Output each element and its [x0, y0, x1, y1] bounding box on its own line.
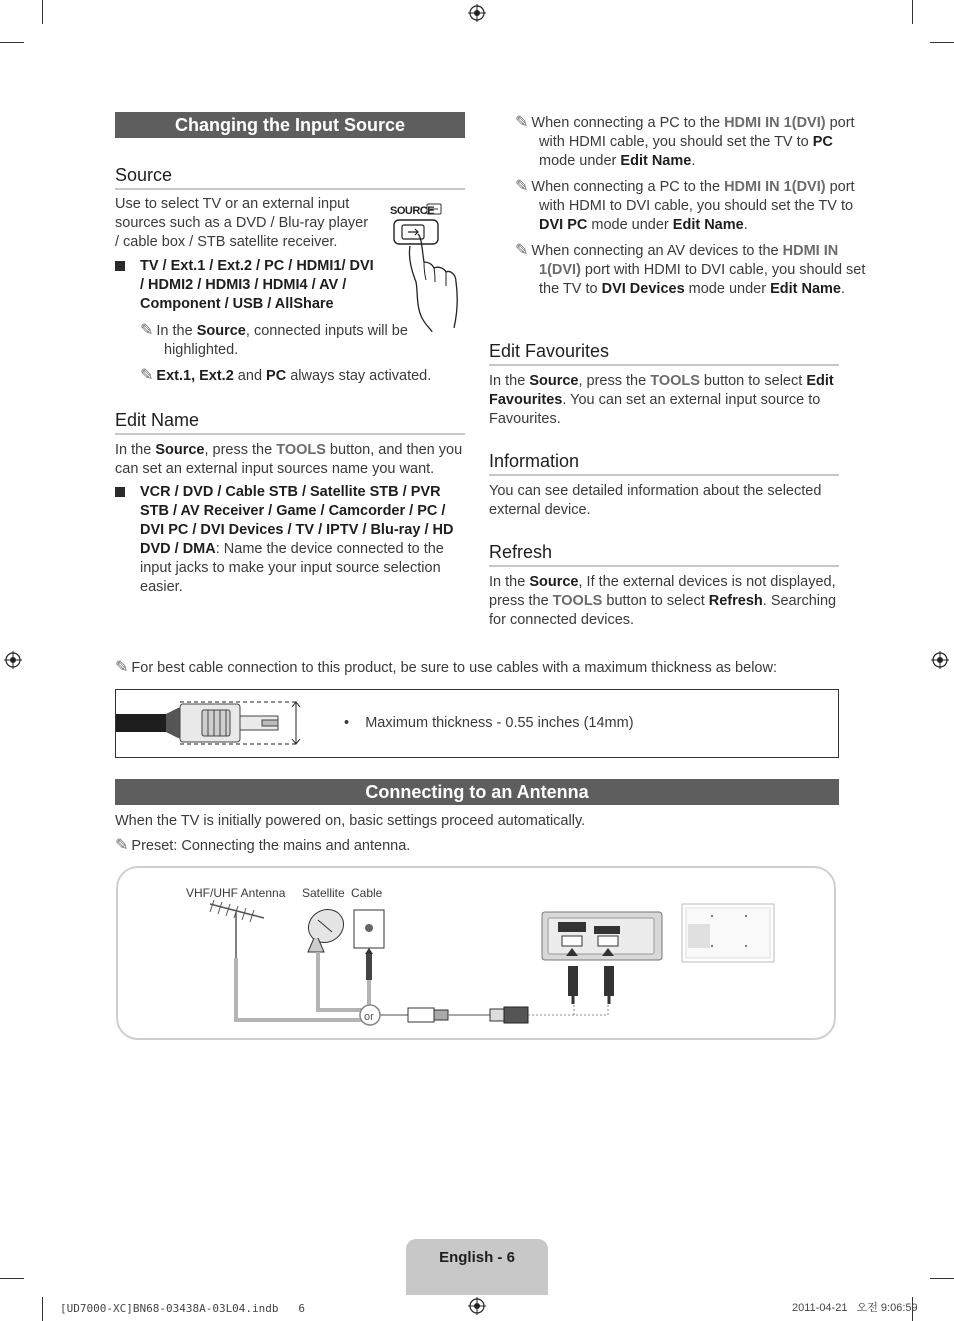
note-always-active: ✎ Ext.1, Ext.2 and PC always stay activated.: [140, 367, 432, 384]
page-number: English - 6: [439, 1249, 515, 1266]
section-title-input-source: Changing the Input Source: [115, 112, 465, 138]
cable-thickness-note: ✎ For best cable connection to this product, be sure to use cables with a maximum thickness as below:: [115, 659, 777, 676]
antenna-diagram: [116, 866, 836, 1040]
source-button-hand-icon: [388, 198, 466, 332]
note-hdmi-dvi-pc: ✎ When connecting a PC to the HDMI IN 1(DVI) port with HDMI to DVI cable, you should set the TV to DVI PC mode under Edit Name.: [515, 178, 855, 233]
antenna-intro: When the TV is initially powered on, basic settings proceed automatically.: [115, 813, 586, 829]
note-highlighted: ✎ In the Source, connected inputs will be highlighted.: [140, 322, 408, 358]
note-hdmi-dvi-av: ✎ When connecting an AV devices to the HDMI IN 1(DVI) port with HDMI to DVI cable, you should set the TV to DVI Devices mode under Edit Name.: [515, 242, 866, 297]
cable-wall-outlet-icon: [354, 910, 384, 980]
label-satellite: Satellite: [302, 886, 345, 900]
note-pencil-icon: ✎: [115, 837, 129, 854]
page-number-tab: [406, 1239, 548, 1295]
crop-mark: [0, 42, 24, 43]
crop-mark: [0, 1278, 24, 1279]
remote-source-illustration: [388, 198, 466, 332]
section-title-antenna: Connecting to an Antenna: [115, 779, 839, 805]
crop-mark: [912, 0, 913, 24]
crop-mark: [42, 1297, 43, 1321]
heading-edit-favourites: Edit Favourites: [489, 340, 839, 366]
tv-outline-icon: [682, 904, 774, 962]
bullet-square: [115, 261, 125, 271]
label-or: or: [364, 1011, 374, 1023]
thickness-bullet: • Maximum thickness - 0.55 inches (14mm): [344, 715, 634, 731]
crop-mark: [930, 1278, 954, 1279]
vhf-uhf-antenna-icon: [210, 900, 264, 958]
registration-mark-icon: [468, 1297, 486, 1315]
antenna-connection-diagram: [118, 868, 834, 1038]
bullet-square: [115, 487, 125, 497]
note-pencil-icon: ✎: [515, 242, 529, 259]
note-pencil-icon: ✎: [515, 178, 529, 195]
footer-timestamp: 2011-04-21 오전 9:06:59: [792, 1302, 918, 1314]
edit-name-intro: In the Source, press the TOOLS button, and then you can set an external input sources name you want.: [115, 442, 463, 477]
source-input-list: TV / Ext.1 / Ext.2 / PC / HDMI1/ DVI / HDMI2 / HDMI3 / HDMI4 / AV / Component / USB / AllShare: [140, 258, 374, 312]
registration-mark-icon: [931, 651, 949, 669]
edit-favourites-text: In the Source, press the TOOLS button to select Edit Favourites. You can set an external input source to Favourites.: [489, 373, 834, 427]
label-cable: Cable: [351, 886, 383, 900]
edit-name-device-list: VCR / DVD / Cable STB / Satellite STB / PVR STB / AV Receiver / Game / Camcorder / PC / DVI PC / DVI Devices / TV / IPTV / Blu-ray / HD DVD / DMA: Name the device connected to the input jacks to make your input source selection easier.: [140, 484, 454, 595]
heading-information: Information: [489, 450, 839, 476]
tv-back-panel-icon: [542, 912, 662, 1004]
cable-thickness-box: [115, 689, 839, 758]
note-pencil-icon: ✎: [115, 659, 129, 676]
note-pencil-icon: ✎: [515, 114, 529, 131]
heading-source: Source: [115, 164, 465, 190]
source-intro: Use to select TV or an external input sources such as a DVD / Blu-ray player / cable box / STB satellite receiver.: [115, 196, 369, 250]
heading-refresh: Refresh: [489, 541, 839, 567]
remote-source-label: SOURCE: [390, 205, 435, 217]
antenna-preset-note: ✎ Preset: Connecting the mains and antenna.: [115, 837, 411, 854]
footer-file-info: [UD7000-XC]BN68-03438A-03L04.indb 6: [60, 1302, 306, 1315]
crop-mark: [42, 0, 43, 24]
note-hdmi-pc: ✎ When connecting a PC to the HDMI IN 1(DVI) port with HDMI cable, you should set the TV to PC mode under Edit Name.: [515, 114, 855, 169]
crop-mark: [930, 42, 954, 43]
satellite-dish-icon: [302, 903, 349, 952]
information-text: You can see detailed information about the selected external device.: [489, 483, 822, 518]
registration-mark-icon: [468, 4, 486, 22]
heading-edit-name: Edit Name: [115, 409, 465, 435]
label-vhf-uhf-antenna: VHF/UHF Antenna: [186, 886, 286, 900]
registration-mark-icon: [4, 651, 22, 669]
refresh-text: In the Source, If the external devices is not displayed, press the TOOLS button to select Refresh. Searching for connected devices.: [489, 574, 837, 628]
note-pencil-icon: ✎: [140, 322, 154, 339]
note-pencil-icon: ✎: [140, 367, 154, 384]
cable-connector-illustration: [116, 690, 316, 757]
